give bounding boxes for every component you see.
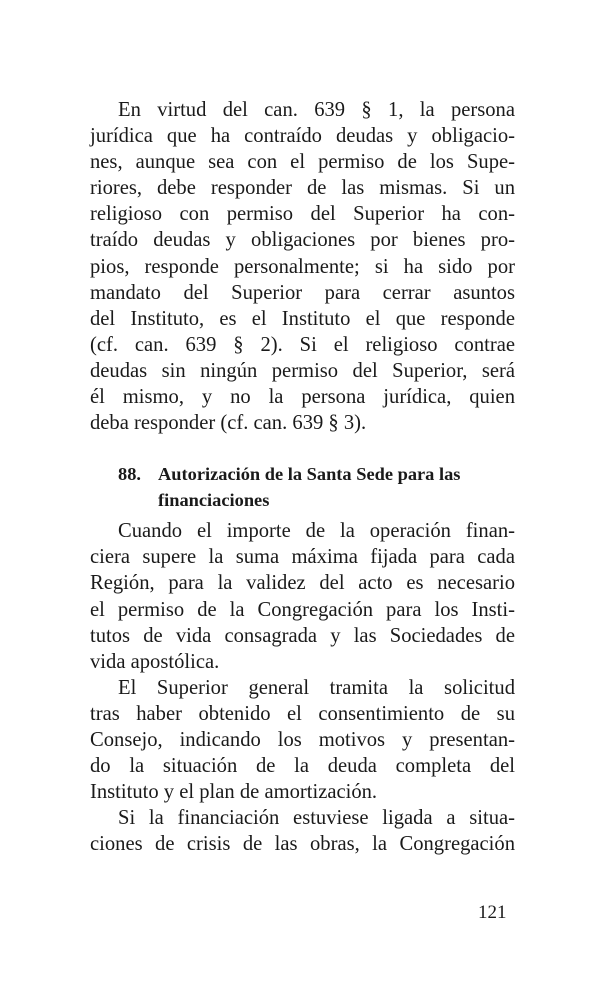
section-title-line: Autorización de la Santa Sede para las bbox=[158, 464, 461, 485]
text-line: Consejo, indicando los motivos y presentan- bbox=[90, 728, 515, 751]
text-line: riores, debe responder de las mismas. Si un bbox=[90, 177, 515, 200]
text-line: tras haber obtenido el consentimiento de su bbox=[90, 702, 515, 725]
text-line: ciones de crisis de las obras, la Congregación bbox=[90, 833, 515, 856]
text-line: do la situación de la deuda completa del bbox=[90, 755, 515, 778]
paragraph-3 bbox=[90, 675, 515, 805]
text-line: Si la financiación estuviese ligada a situa- bbox=[118, 807, 515, 830]
text-line: deudas sin ningún permiso del Superior, será bbox=[90, 359, 515, 382]
text-line: Región, para la validez del acto es necesario bbox=[90, 572, 515, 595]
paragraph-1 bbox=[90, 97, 515, 436]
page-body bbox=[90, 97, 515, 857]
text-line: él mismo, y no la persona jurídica, quien bbox=[90, 386, 515, 409]
section-heading bbox=[90, 461, 515, 513]
paragraph-2 bbox=[90, 518, 515, 675]
text-line: nes, aunque sea con el permiso de los Supe- bbox=[90, 151, 515, 174]
text-line: jurídica que ha contraído deudas y obligacio- bbox=[90, 125, 515, 148]
section-title-line: financiaciones bbox=[158, 490, 270, 511]
text-line: del Instituto, es el Instituto el que responde bbox=[90, 307, 515, 330]
paragraph-4 bbox=[90, 805, 515, 857]
text-line: traído deudas y obligaciones por bienes pro- bbox=[90, 229, 515, 252]
text-line: tutos de vida consagrada y las Sociedades de bbox=[90, 624, 515, 647]
page-number: 121 bbox=[478, 902, 507, 923]
section-number: 88. bbox=[118, 464, 141, 485]
text-line: vida apostólica. bbox=[90, 650, 220, 673]
text-line: mandato del Superior para cerrar asuntos bbox=[90, 281, 515, 304]
text-line: (cf. can. 639 § 2). Si el religioso contrae bbox=[90, 333, 515, 356]
text-line: El Superior general tramita la solicitud bbox=[118, 676, 515, 699]
text-line: Cuando el importe de la operación finan- bbox=[118, 520, 515, 543]
text-line: Instituto y el plan de amortización. bbox=[90, 781, 378, 804]
text-line: deba responder (cf. can. 639 § 3). bbox=[90, 412, 367, 435]
text-line: pios, responde personalmente; si ha sido por bbox=[90, 255, 515, 278]
text-line: En virtud del can. 639 § 1, la persona bbox=[118, 99, 515, 121]
text-line: religioso con permiso del Superior ha con- bbox=[90, 203, 515, 226]
text-line: ciera supere la suma máxima fijada para cada bbox=[90, 546, 515, 569]
text-line: el permiso de la Congregación para los Insti- bbox=[90, 598, 515, 621]
